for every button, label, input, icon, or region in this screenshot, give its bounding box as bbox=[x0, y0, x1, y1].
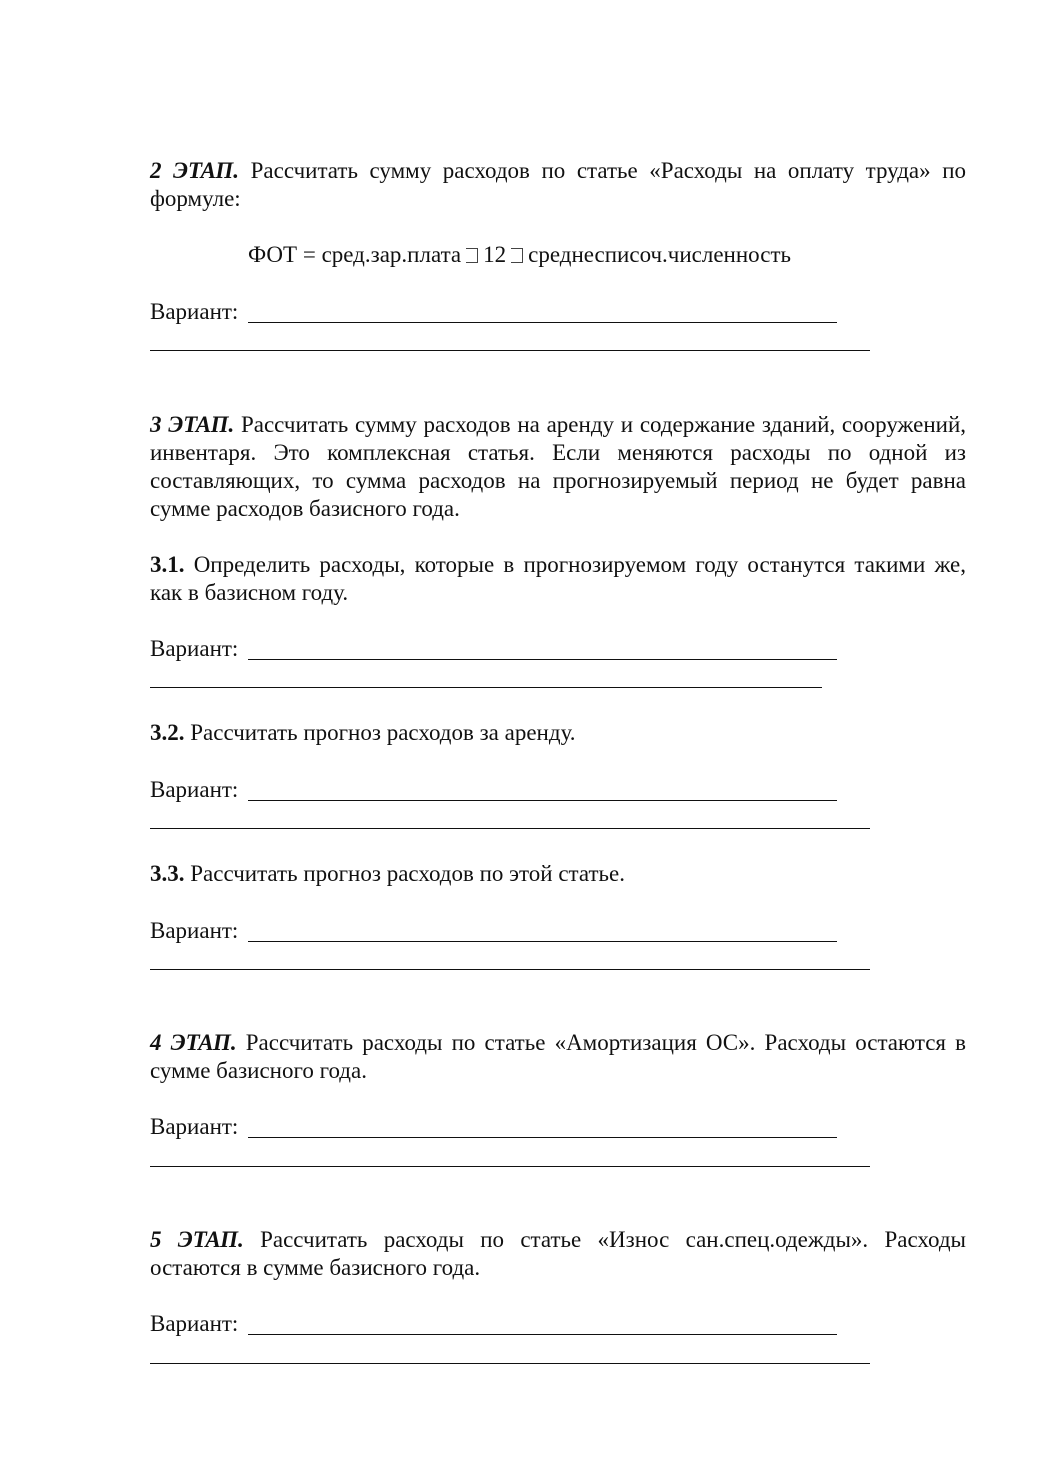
step-3-1-label: 3.1. bbox=[150, 552, 185, 577]
stage-2-label: 2 ЭТАП. bbox=[150, 158, 240, 183]
answer-line[interactable] bbox=[248, 941, 837, 942]
step-3-2-text: Рассчитать прогноз расходов за аренду. bbox=[190, 720, 576, 745]
multiply-box-icon bbox=[511, 248, 523, 263]
variant-answer-stage-2[interactable] bbox=[150, 298, 840, 326]
answer-line-continuation[interactable] bbox=[150, 687, 822, 688]
variant-answer-step-3-3[interactable] bbox=[150, 917, 840, 945]
step-3-3-paragraph bbox=[150, 860, 966, 888]
variant-answer-step-3-1[interactable] bbox=[150, 635, 840, 663]
answer-line[interactable] bbox=[248, 1334, 837, 1335]
stage-4-label: 4 ЭТАП. bbox=[150, 1030, 237, 1055]
variant-answer-stage-4[interactable] bbox=[150, 1113, 840, 1141]
stage-3-text: Рассчитать сумму расходов на аренду и содержание зданий, сооружений, инвентаря. Это комплексная статья. Если меняются расходы по одной из составляющих, то сумма расходов на прогнозируемый период не будет равна сумме расходов базисного года. bbox=[150, 412, 967, 521]
step-3-1-paragraph bbox=[150, 551, 966, 607]
formula-mid: 12 bbox=[483, 242, 507, 267]
stage-3-paragraph bbox=[150, 411, 966, 523]
stage-2-paragraph bbox=[150, 157, 966, 213]
step-3-2-label: 3.2. bbox=[150, 720, 185, 745]
answer-line-continuation[interactable] bbox=[150, 828, 870, 829]
step-3-1-text: Определить расходы, которые в прогнозируемом году останутся такими же, как в базисном году. bbox=[150, 552, 966, 605]
answer-line-continuation[interactable] bbox=[150, 1363, 870, 1364]
stage-5-label: 5 ЭТАП. bbox=[150, 1227, 244, 1252]
stage-4-text: Рассчитать расходы по статье «Амортизация ОС». Расходы остаются в сумме базисного года. bbox=[150, 1030, 967, 1083]
stage-4-paragraph bbox=[150, 1029, 966, 1085]
variant-label: Вариант: bbox=[150, 636, 239, 661]
step-3-2-paragraph bbox=[150, 719, 966, 747]
answer-line[interactable] bbox=[248, 800, 837, 801]
multiply-box-icon bbox=[466, 248, 478, 263]
answer-line-continuation[interactable] bbox=[150, 969, 870, 970]
variant-label: Вариант: bbox=[150, 1114, 239, 1139]
fot-formula bbox=[0, 241, 1039, 269]
stage-5-text: Рассчитать расходы по статье «Износ сан.спец.одежды». Расходы остаются в сумме базисного года. bbox=[150, 1227, 966, 1280]
formula-left: ФОТ = сред.зар.плата bbox=[247, 242, 462, 267]
stage-5-paragraph bbox=[150, 1226, 966, 1282]
answer-line[interactable] bbox=[248, 322, 837, 323]
answer-line[interactable] bbox=[248, 1137, 837, 1138]
answer-line-continuation[interactable] bbox=[150, 1166, 870, 1167]
variant-label: Вариант: bbox=[150, 918, 239, 943]
answer-line-continuation[interactable] bbox=[150, 350, 870, 351]
variant-label: Вариант: bbox=[150, 1311, 239, 1336]
stage-3-label: 3 ЭТАП. bbox=[150, 412, 235, 437]
step-3-3-text: Рассчитать прогноз расходов по этой статье. bbox=[190, 861, 625, 886]
variant-label: Вариант: bbox=[150, 299, 239, 324]
variant-label: Вариант: bbox=[150, 777, 239, 802]
formula-right: среднесписоч.численность bbox=[528, 242, 791, 267]
variant-answer-step-3-2[interactable] bbox=[150, 776, 840, 804]
step-3-3-label: 3.3. bbox=[150, 861, 185, 886]
stage-2-text: Рассчитать сумму расходов по статье «Расходы на оплату труда» по формуле: bbox=[150, 158, 966, 211]
answer-line[interactable] bbox=[248, 659, 837, 660]
variant-answer-stage-5[interactable] bbox=[150, 1310, 840, 1338]
